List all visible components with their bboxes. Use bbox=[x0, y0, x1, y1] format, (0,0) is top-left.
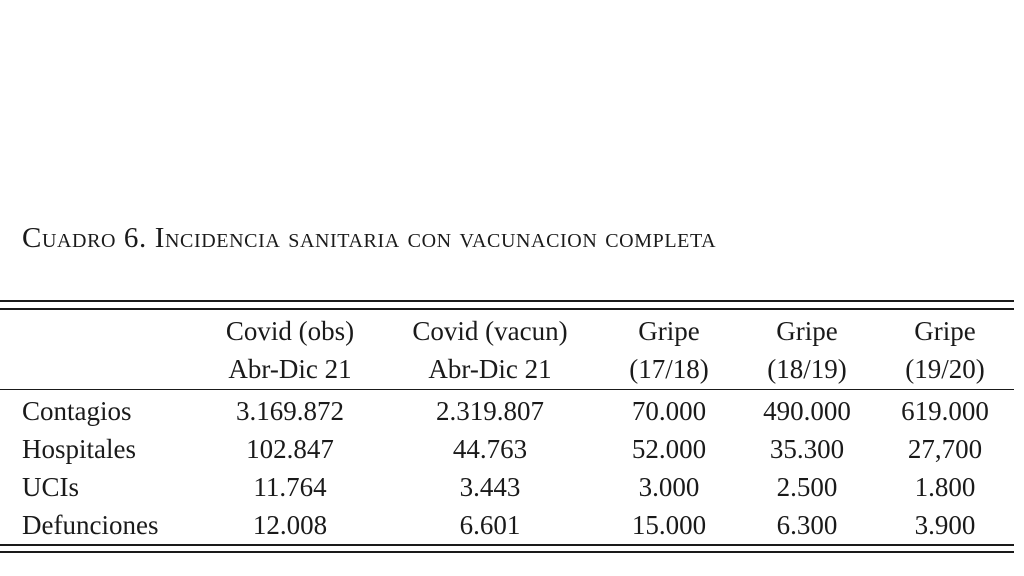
table-cell: 6.300 bbox=[776, 510, 838, 540]
caption-title: Incidencia sanitaria con vacunacion completa bbox=[154, 222, 717, 254]
table-cell: 27,700 bbox=[907, 434, 983, 464]
table-cell: 1.800 bbox=[914, 472, 976, 502]
row-label: UCIs bbox=[22, 472, 80, 502]
header-row-1 bbox=[0, 312, 1014, 350]
bottom-rule-outer bbox=[0, 551, 1014, 553]
table-cell: 619.000 bbox=[901, 396, 989, 426]
row-label: Contagios bbox=[22, 396, 132, 426]
col-header-line1: Gripe bbox=[638, 316, 700, 346]
table-row bbox=[0, 430, 1014, 468]
top-rule-outer bbox=[0, 300, 1014, 302]
table-caption bbox=[22, 222, 716, 255]
table-cell: 490.000 bbox=[763, 396, 851, 426]
header-row-2 bbox=[0, 350, 1014, 390]
caption-prefix: Cuadro 6. bbox=[22, 222, 147, 254]
col-header-line2: (19/20) bbox=[905, 354, 985, 384]
col-header-line2: (18/19) bbox=[767, 354, 847, 384]
table-cell: 2.319.807 bbox=[436, 396, 544, 426]
table-cell: 12.008 bbox=[252, 510, 328, 540]
top-rule-inner bbox=[0, 308, 1014, 310]
table-cell: 3.443 bbox=[459, 472, 521, 502]
table-cell: 3.000 bbox=[638, 472, 700, 502]
row-label: Defunciones bbox=[22, 510, 159, 540]
incidence-table bbox=[0, 312, 1014, 544]
table-cell: 44.763 bbox=[452, 434, 528, 464]
table-cell: 3.900 bbox=[914, 510, 976, 540]
table-cell: 35.300 bbox=[769, 434, 845, 464]
header-corner bbox=[0, 350, 200, 390]
col-header-line1: Covid (vacun) bbox=[412, 316, 568, 346]
table-cell: 52.000 bbox=[631, 434, 707, 464]
table-cell: 70.000 bbox=[631, 396, 707, 426]
table-row bbox=[0, 506, 1014, 544]
table-cell: 3.169.872 bbox=[236, 396, 344, 426]
col-header-line1: Gripe bbox=[776, 316, 838, 346]
col-header-line2: Abr-Dic 21 bbox=[228, 354, 352, 384]
bottom-rule-inner bbox=[0, 544, 1014, 546]
header-separator-rule bbox=[0, 389, 1014, 390]
col-header-line2: (17/18) bbox=[629, 354, 709, 384]
table-cell: 11.764 bbox=[253, 472, 327, 502]
col-header-line2: Abr-Dic 21 bbox=[428, 354, 552, 384]
col-header-line1: Covid (obs) bbox=[225, 316, 355, 346]
table-row bbox=[0, 468, 1014, 506]
col-header-line1: Gripe bbox=[914, 316, 976, 346]
row-label: Hospitales bbox=[22, 434, 136, 464]
table-cell: 2.500 bbox=[776, 472, 838, 502]
table-row bbox=[0, 390, 1014, 430]
header-corner bbox=[0, 312, 200, 350]
table-cell: 102.847 bbox=[246, 434, 334, 464]
table-cell: 6.601 bbox=[459, 510, 521, 540]
table-cell: 15.000 bbox=[631, 510, 707, 540]
